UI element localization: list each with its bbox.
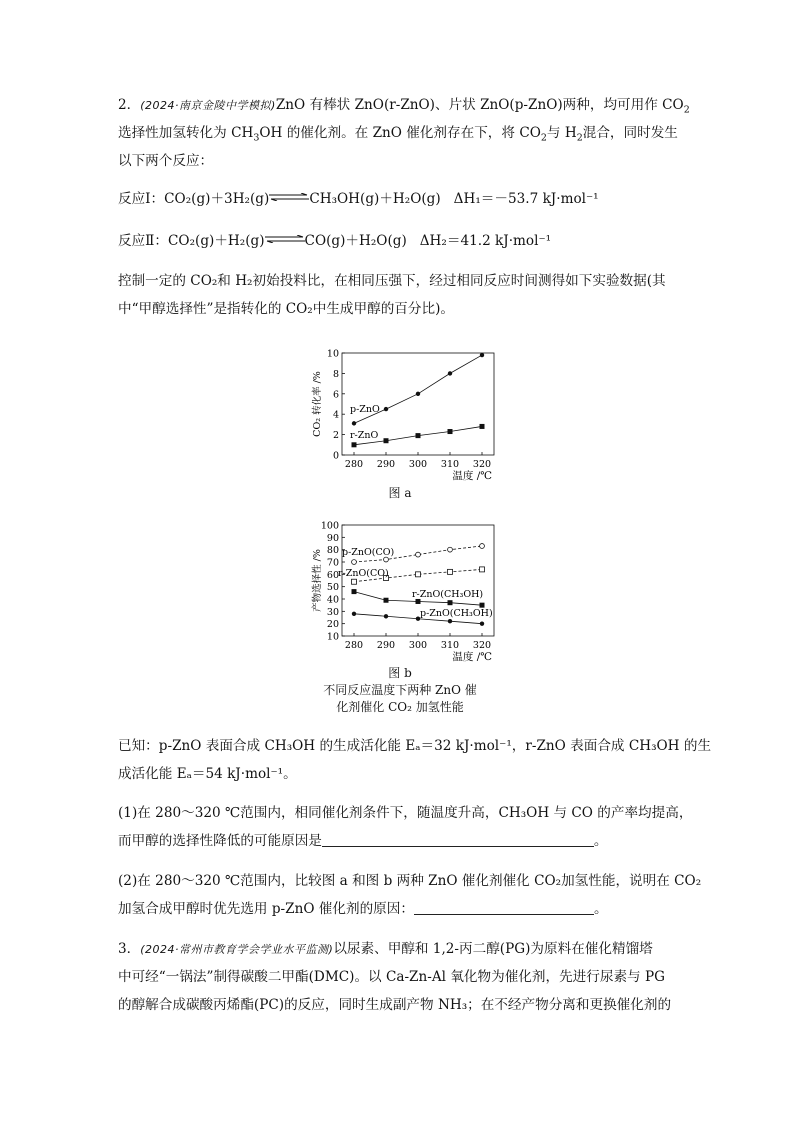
y-tick-label: 40 (326, 594, 339, 606)
q2-line1-text: ZnO 有棒状 ZnO(r-ZnO)、片状 ZnO(p-ZnO)两种，均可用作 CO (275, 97, 684, 113)
subq1-prompt: 而甲醇的选择性降低的可能原因是 (118, 833, 322, 849)
q3-line3: 的醇解合成碳酸丙烯酯(PC)的反应，同时生成副产物 NH₃；在不经产物分离和更换催化剂的 (118, 997, 672, 1013)
data-point (480, 603, 485, 608)
data-point (480, 621, 484, 625)
subq1-end: 。 (593, 833, 608, 849)
x-tick-label: 280 (344, 640, 364, 651)
data-point (384, 407, 388, 411)
data-point (416, 392, 420, 396)
data-point (480, 567, 485, 572)
x-tick-label: 310 (440, 459, 460, 470)
known-line2: 成活化能 Eₐ＝54 kJ·mol⁻¹。 (118, 766, 297, 782)
data-point (480, 424, 485, 429)
reaction-2-lhs: CO₂(g)＋H₂(g) (168, 233, 265, 249)
data-point (448, 429, 453, 434)
figure-b-chart (290, 515, 500, 665)
equilibrium-arrow-icon (265, 235, 305, 243)
subq1-answer-blank[interactable] (322, 832, 594, 847)
reaction-1-dh: ΔH₁＝－53.7 kJ·mol⁻¹ (453, 191, 599, 207)
reaction-2 (118, 228, 683, 255)
reaction-2-dh: ΔH₂＝41.2 kJ·mol⁻¹ (419, 233, 552, 249)
y-tick-label: 20 (326, 619, 339, 631)
q2-line2-text-a: 选择性加氢转化为 CH (118, 125, 254, 141)
x-axis-label: 温度 /℃ (452, 470, 492, 482)
data-point (416, 572, 421, 577)
data-point (448, 600, 453, 605)
reaction-1-label: 反应Ⅰ： (118, 191, 165, 207)
data-point (416, 433, 421, 438)
x-tick-label: 280 (344, 459, 364, 470)
data-point (384, 598, 389, 603)
x-tick-label: 320 (472, 459, 492, 470)
figure-b-caption: 图 b (388, 666, 412, 680)
data-point (416, 552, 421, 557)
subq1-line1: (1)在 280～320 ℃范围内，相同催化剂条件下，随温度升高，CH₃OH 与 CO 的产率均提高， (118, 805, 693, 821)
data-point (448, 371, 452, 375)
data-point (480, 353, 484, 357)
control-line1: 控制一定的 CO₂和 H₂初始投料比，在相同压强下，经过相同反应时间测得如下实验数据(其 (118, 273, 666, 289)
y-tick-label: 90 (326, 532, 339, 544)
y-tick-label: 0 (332, 450, 339, 462)
x-tick-label: 290 (376, 459, 396, 470)
series-label: r-ZnO(CH₃OH) (412, 589, 484, 600)
series-label: r-ZnO(CO) (338, 568, 389, 579)
data-point (448, 569, 453, 574)
data-point (352, 589, 357, 594)
y-tick-label: 6 (332, 389, 339, 401)
q3-source: (2024·常州市教育学会学业水平监测) (140, 943, 334, 956)
data-point (448, 619, 452, 623)
data-point (352, 442, 357, 447)
y-tick-label: 10 (326, 348, 339, 360)
y-axis-label: CO₂ 转化率 /% (312, 371, 323, 437)
y-axis-label: 产物选择性 /% (312, 549, 323, 612)
q2-intro-line2: 选择性加氢转化为 $CH_3OH$ 的催化剂。在 ZnO 催化剂存在下，将 $CO_2$与 $H_2$混合，同时发生 (118, 125, 678, 144)
x-tick-label: 300 (408, 459, 428, 470)
q2-line2-text-b: OH 的催化剂。在 ZnO 催化剂存在下，将 CO (259, 125, 541, 141)
figure-b-subcaption-1: 不同反应温度下两种 ZnO 催 (323, 683, 477, 697)
subq2-prompt: 加氢合成甲醇时优先选用 p-ZnO 催化剂的原因： (118, 901, 414, 917)
q3-number: 3． (118, 941, 141, 957)
figure-a-caption: 图 a (388, 486, 412, 500)
equilibrium-arrow-icon (269, 193, 309, 201)
data-point (352, 421, 356, 425)
subq1-line2 (118, 828, 683, 855)
subq2-line2 (118, 896, 683, 923)
y-tick-label: 2 (332, 430, 339, 442)
data-point (352, 612, 356, 616)
q2-intro-line3: 以下两个反应： (118, 153, 214, 169)
q2-intro-line1: 2．(2024·南京金陵中学模拟)ZnO 有棒状 ZnO(r-ZnO)、片状 ZnO(p-ZnO)两种，均可用作 $CO_2$ (118, 97, 690, 116)
subq2-line1: (2)在 280～320 ℃范围内，比较图 a 和图 b 两种 ZnO 催化剂催化 CO₂加氢性能，说明在 CO₂ (118, 873, 702, 889)
data-point (480, 544, 485, 549)
data-point (352, 579, 357, 584)
y-tick-label: 80 (326, 545, 339, 557)
series-label: p-ZnO (350, 404, 380, 415)
series-label: r-ZnO (350, 430, 379, 441)
data-point (384, 614, 388, 618)
y-tick-label: 30 (326, 606, 339, 618)
reaction-2-rhs: CO(g)＋H₂O(g) (304, 233, 407, 249)
q2-line2-text-d: 混合，同时发生 (582, 125, 678, 141)
reaction-1-rhs: CH₃OH(g)＋H₂O(g) (309, 191, 441, 207)
x-tick-label: 310 (440, 640, 460, 651)
q3-line1 (118, 936, 683, 963)
y-tick-label: 60 (326, 569, 339, 581)
y-tick-label: 10 (326, 631, 339, 643)
data-point (352, 560, 357, 565)
q2-source: (2024·南京金陵中学模拟) (140, 99, 276, 112)
subq2-end: 。 (593, 901, 608, 917)
data-point (448, 547, 453, 552)
series-label: p-ZnO(CO) (342, 547, 395, 558)
known-line1: 已知：p-ZnO 表面合成 CH₃OH 的生成活化能 Eₐ＝32 kJ·mol⁻¹，r-ZnO 表面合成 CH₃OH 的生 (118, 738, 712, 754)
x-axis-label: 温度 /℃ (452, 651, 492, 663)
y-tick-label: 50 (326, 582, 339, 594)
y-tick-label: 8 (332, 368, 339, 380)
q3-line2: 中可经“一锅法”制得碳酸二甲酯(DMC)。以 Ca-Zn-Al 氧化物为催化剂，先进行尿素与 PG (118, 969, 665, 985)
x-tick-label: 300 (408, 640, 428, 651)
series-label: p-ZnO(CH₃OH) (420, 608, 493, 619)
reaction-1-lhs: CO₂(g)＋3H₂(g) (164, 191, 270, 207)
y-tick-label: 70 (326, 557, 339, 569)
x-tick-label: 320 (472, 640, 492, 651)
y-tick-label: 4 (332, 409, 339, 421)
q3-line1-text: 以尿素、甲醇和 1,2-丙二醇(PG)为原料在催化精馏塔 (333, 941, 653, 957)
reaction-1 (118, 186, 683, 213)
q2-number: 2． (118, 97, 141, 113)
data-point (384, 438, 389, 443)
subq2-answer-blank[interactable] (414, 900, 594, 915)
control-line2: 中“甲醇选择性”是指转化的 CO₂中生成甲醇的百分比)。 (118, 301, 454, 317)
q2-line2-text-c: 与 H (546, 125, 577, 141)
y-tick-label: 100 (320, 520, 339, 532)
figure-a-chart (290, 340, 500, 485)
reaction-2-label: 反应Ⅱ： (118, 233, 169, 249)
figure-b-subcaption-2: 化剂催化 CO₂ 加氢性能 (336, 700, 464, 714)
x-tick-label: 290 (376, 640, 396, 651)
